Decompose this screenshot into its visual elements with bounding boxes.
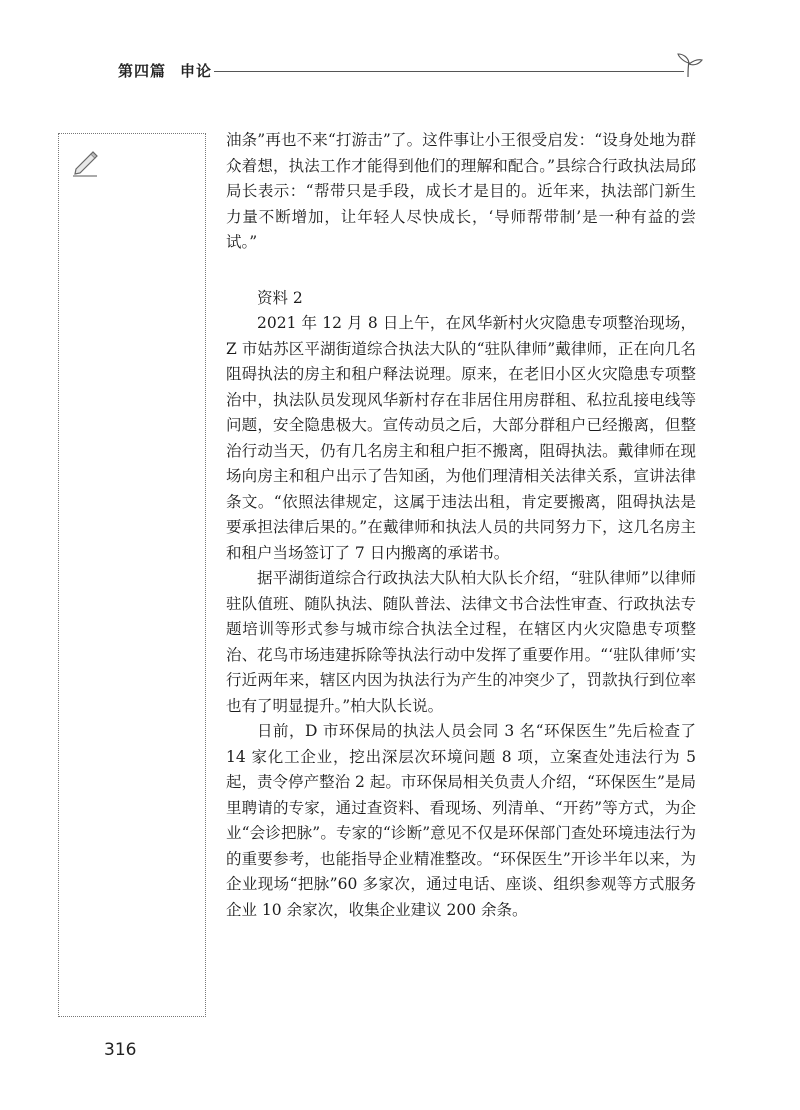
paragraph-1: 油条”再也不来“打游击”了。这件事让小王很受启发：“设身处地为群众着想，执法工作才能得到他们的理解和配合。”县综合行政执法局邱局长表示：“帮带只是手段，成长才是目的。近年来，执法部门新生力量不断增加，让年轻人尽快成长，‘导师帮带制’是一种有益的尝试。” [226,131,696,251]
header-title [118,60,212,81]
paragraph-3: 据平湖街道综合行政执法大队柏大队长介绍，“驻队律师”以律师驻队值班、随队执法、随队普法、法律文书合法性审查、行政执法专题培训等形式参与城市综合执法全过程，在辖区内火灾隐患专项整治、花鸟市场违建拆除等执法行动中发挥了重要作用。“‘驻队律师’实行近两年来，辖区内因为执法行为产生的冲突少了，罚款执行到位率也有了明显提升。”柏大队长说。 [226,569,696,715]
section-heading: 资料 2 [257,288,303,307]
header-part: 第四篇 [118,62,167,80]
pencil-icon [71,148,101,182]
page-header [0,52,800,92]
spacer [226,256,696,286]
main-text [226,128,696,923]
page-number: 316 [104,1040,137,1060]
notes-sidebar [58,133,206,1017]
header-section: 申论 [180,62,213,80]
header-rule [214,71,684,72]
sprout-icon [674,52,704,82]
paragraph-2: 2021 年 12 月 8 日上午，在风华新村火灾隐患专项整治现场，Z 市姑苏区平湖街道综合执法大队的“驻队律师”戴律师，正在向几名阻碍执法的房主和租户释法说理。原来，在老旧小区火灾隐患专项整治中，执法队员发现风华新村存在非居住用房群租、私拉乱接电线等问题，安全隐患极大。宣传动员之后，大部分群租户已经搬离，但整治行动当天，仍有几名房主和租户拒不搬离，阻碍执法。戴律师在现场向房主和租户出示了告知函，为他们理清相关法律关系，宣讲法律条文。“依照法律规定，这属于违法出租，肯定要搬离，阻碍执法是要承担法律后果的。”在戴律师和执法人员的共同努力下，这几名房主和租户当场签订了 7 日内搬离的承诺书。 [226,314,696,562]
paragraph-4: 日前，D 市环保局的执法人员会同 3 名“环保医生”先后检查了 14 家化工企业，挖出深层次环境问题 8 项，立案查处违法行为 5 起，责令停产整治 2 起。市环保局相关负责人介绍，“环保医生”是局里聘请的专家，通过查资料、看现场、列清单、“开药”等方式，为企业“会诊把脉”。专家的“诊断”意见不仅是环保部门查处环境违法行为的重要参考，也能指导企业精准整改。“环保医生”开诊半年以来，为企业现场“把脉”60 多家次，通过电话、座谈、组织参观等方式服务企业 10 余家次，收集企业建议 200 余条。 [226,722,696,919]
